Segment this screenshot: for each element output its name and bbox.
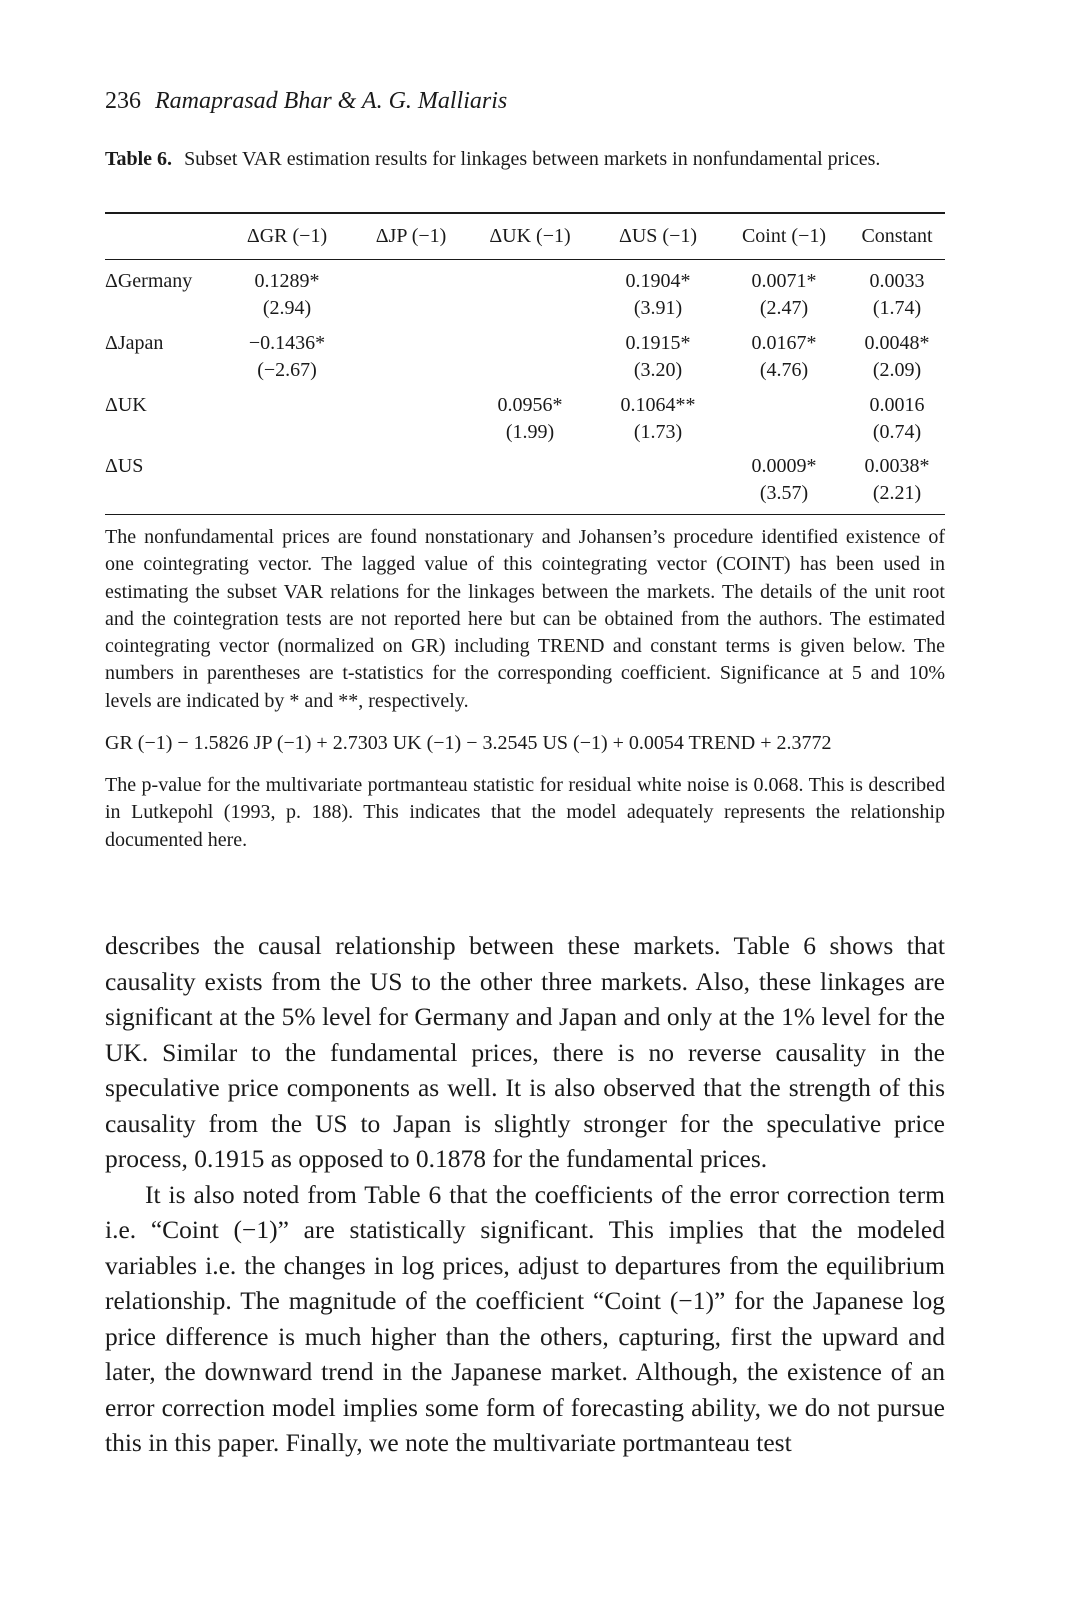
table-cell: (2.09) [872, 359, 922, 381]
body-text [105, 928, 945, 1461]
table-cell: 0.0009* [751, 455, 817, 477]
table-top-rule [105, 212, 945, 214]
table-cell: (0.74) [872, 421, 922, 443]
table-cell: (3.57) [759, 482, 809, 504]
table-caption [105, 146, 945, 173]
table-cell: (1.73) [633, 421, 683, 443]
table-cell: 0.1915* [625, 332, 691, 354]
row-label-japan: ΔJapan [105, 332, 164, 354]
column-header-coint: Coint (−1) [741, 225, 827, 247]
table-cell: 0.0048* [864, 332, 930, 354]
table-cell: 0.0016 [869, 394, 925, 416]
table-bottom-rule [105, 514, 945, 515]
table-cell: 0.0071* [751, 270, 817, 292]
table-cell: 0.1064** [620, 394, 696, 416]
table-cell: 0.1289* [254, 270, 320, 292]
table-cell: (3.20) [633, 359, 683, 381]
table-cell: (2.94) [262, 297, 312, 319]
column-header-constant: Constant [861, 225, 933, 247]
table-header-rule [105, 259, 945, 260]
column-header-dus: ΔUS (−1) [618, 225, 698, 247]
body-paragraph-1: describes the causal relationship between these markets. Table 6 shows that causality exists from the US to the other three markets. Also, these linkages are significant at the 5% level for Germany and Japan and only at the 1% level for the UK. Similar to the fundamental prices, there is no reverse causality in the speculative price components as well. It is also observed that the strength of this causality from the US to Japan is slightly stronger for the speculative price process, 0.1915 as opposed to 0.1878 for the fundamental prices. [105, 931, 945, 1173]
table-cell: 0.0167* [751, 332, 817, 354]
running-head-authors: Ramaprasad Bhar & A. G. Malliaris [155, 88, 508, 114]
table-cell: (2.21) [872, 482, 922, 504]
table-note-methodology: The nonfundamental prices are found nonstationary and Johansen’s procedure identified existence of one cointegrating vector. The lagged value of this cointegrating vector (COINT) has been used in estimating the subset VAR relations for the linkages between the markets. The details of the unit root and the cointegration tests are not reported here but can be obtained from the authors. The estimated cointegrating vector (normalized on GR) including TREND and constant terms is given below. The numbers in parentheses are t-statistics for the corresponding coefficient. Significance at 5 and 10% levels are indicated by * and **, respectively. [105, 526, 945, 712]
table-caption-text: Subset VAR estimation results for linkages between markets in nonfundamental prices. [184, 148, 881, 170]
table-cell: (−2.67) [257, 359, 317, 381]
table-label: Table 6. [105, 148, 173, 170]
table-cell: (3.91) [633, 297, 683, 319]
body-paragraph-2: It is also noted from Table 6 that the coefficients of the error correction term i.e. “Coint (−1)” are statistically significant. This implies that the modeled variables i.e. the changes in log prices, adjust to departures from the equilibrium relationship. The magnitude of the coefficient “Coint (−1)” for the Japanese log price difference is much higher than the others, capturing, first the upward and later, the downward trend in the Japanese market. Although, the existence of an error correction model implies some form of forecasting ability, we do not pursue this in this paper. Finally, we note the multivariate portmanteau test [105, 1179, 945, 1457]
table-cell: −0.1436* [248, 332, 326, 354]
row-label-us: ΔUS [105, 455, 144, 477]
table-cell: (1.74) [872, 297, 922, 319]
page-number: 236 [105, 88, 141, 114]
table-cell: (4.76) [759, 359, 809, 381]
row-label-uk: ΔUK [105, 394, 147, 416]
row-label-germany: ΔGermany [105, 270, 193, 292]
table-cell: 0.0956* [497, 394, 563, 416]
column-header-duk: ΔUK (−1) [489, 225, 571, 247]
table-cell: 0.0033 [869, 270, 925, 292]
column-header-dgr: ΔGR (−1) [246, 225, 328, 247]
table-cell: (1.99) [505, 421, 555, 443]
table-cell: 0.0038* [864, 455, 930, 477]
running-head [105, 86, 507, 116]
table-note-portmanteau: The p-value for the multivariate portmanteau statistic for residual white noise is 0.068. This is described in Lutkepohl (1993, p. 188). This indicates that the model adequately represents the relationship documented here. [105, 774, 945, 851]
table-cell: 0.1904* [625, 270, 691, 292]
column-header-djp: ΔJP (−1) [375, 225, 447, 247]
cointegrating-equation: GR (−1) − 1.5826 JP (−1) + 2.7303 UK (−1) − 3.2545 US (−1) + 0.0054 TREND + 2.3772 [105, 732, 832, 754]
table-cell: (2.47) [759, 297, 809, 319]
